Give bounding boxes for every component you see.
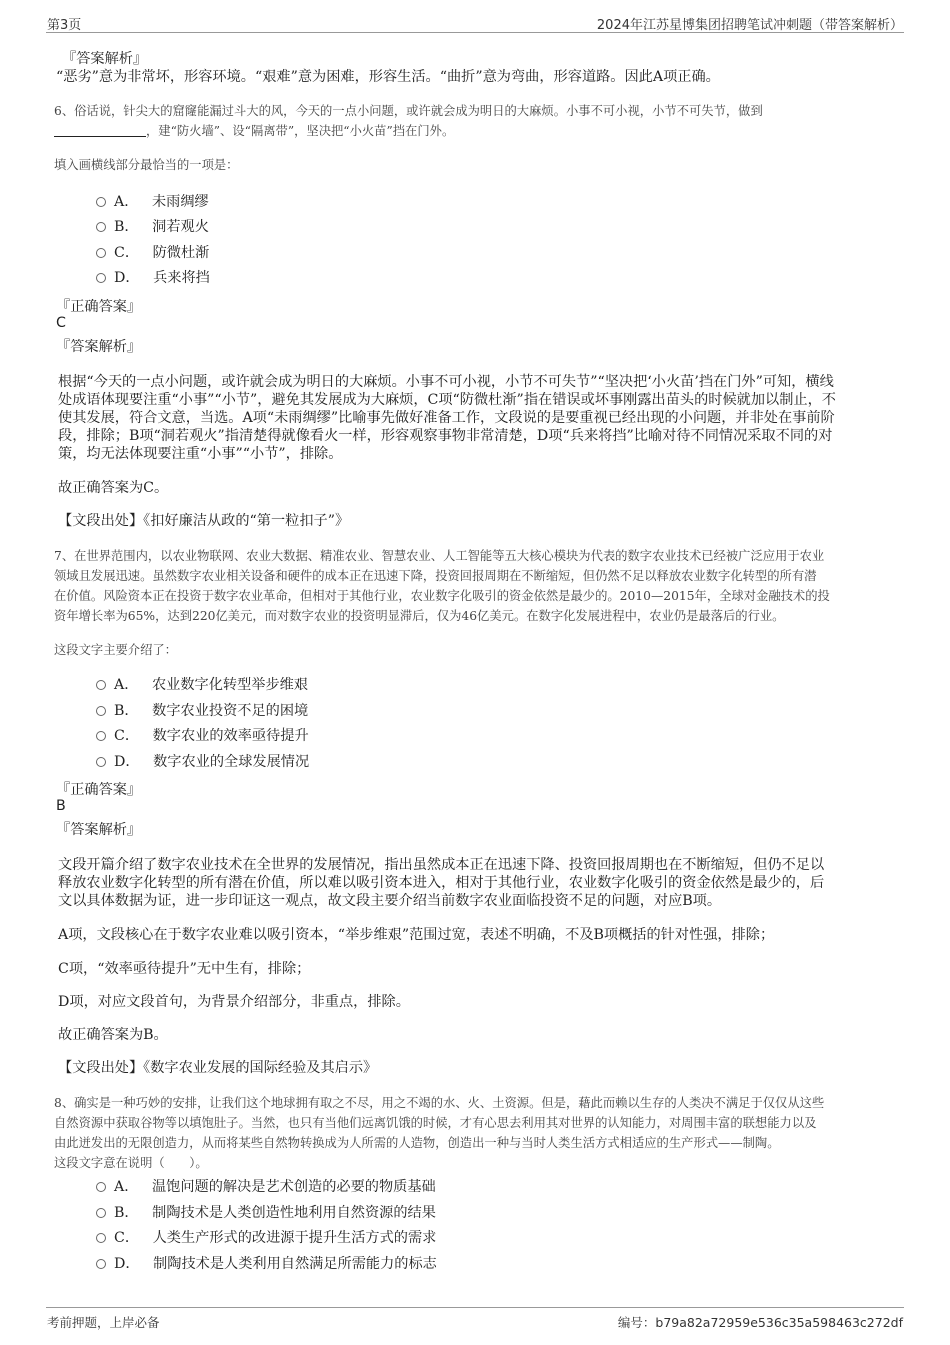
- q6-stem-line: ，建“防火墙”、设“隔离带”，坚决把“小火苗”挡在门外。: [54, 121, 454, 139]
- q6-analysis-line: 策，均无法体现要注重“小事”“小节”，排除。: [58, 446, 343, 462]
- q7-stem-line: 资年增长率为65%，达到220亿美元，而对数字农业的投资明显滞后，仅为46亿美元。在数字化发展进程中，农业仍是最落后的行业。: [54, 609, 785, 623]
- q7-analysis-c: C项，“效率亟待提升”无中生有，排除；: [58, 961, 311, 977]
- radio-icon[interactable]: [96, 1259, 106, 1269]
- q8-stem-line: 自然资源中获取谷物等以填饱肚子。当然，也只有当他们远离饥饿的时候，才有心思去利用其对世界的认知能力，对周围丰富的联想能力以及: [54, 1116, 817, 1130]
- q6-answer: C: [56, 315, 66, 331]
- q6-analysis-label: 『答案解析』: [56, 339, 142, 355]
- header-divider: [46, 32, 904, 33]
- q6-analysis-line: 使其发展，符合文意，当选。A项“未雨绸缪”比喻事先做好准备工作，文段说的是要重视已经出现的小问题，并非处在事前阶: [58, 410, 835, 426]
- q6-option-b[interactable]: B． 洞若观火: [96, 216, 209, 236]
- page-number: 第3页: [47, 18, 82, 33]
- document-title: 2024年江苏星博集团招聘笔试冲刺题（带答案解析）: [596, 18, 903, 33]
- answer-blank: [54, 124, 146, 137]
- radio-icon[interactable]: [96, 1182, 106, 1192]
- radio-icon[interactable]: [96, 1208, 106, 1218]
- q7-analysis-line: 文段开篇介绍了数字农业技术在全世界的发展情况，指出虽然成本正在迅速下降、投资回报周期也在不断缩短，但仍不足以: [58, 857, 825, 873]
- q7-option-d[interactable]: D． 数字农业的全球发展情况: [96, 751, 309, 771]
- radio-icon[interactable]: [96, 706, 106, 716]
- q7-conclusion: 故正确答案为B。: [58, 1027, 168, 1043]
- q7-stem-line: 在价值。风险资本正在投资于数字农业革命，但相对于其他行业，农业数字化吸引的资金依然是最少的。2010—2015年，全球对金融技术的投: [54, 589, 830, 603]
- q8-stem-line: 8、确实是一种巧妙的安排，让我们这个地球拥有取之不尽，用之不竭的水、火、土资源。但是，藉此而赖以生存的人类决不满足于仅仅从这些: [54, 1096, 825, 1110]
- document-code: 编号：b79a82a72959e536c35a598463c272df: [617, 1315, 903, 1330]
- q7-option-a[interactable]: A． 农业数字化转型举步维艰: [96, 674, 308, 694]
- radio-icon[interactable]: [96, 222, 106, 232]
- q6-stem-line: 6、俗话说，针尖大的窟窿能漏过斗大的风，今天的一点小问题，或许就会成为明日的大麻烦。小事不可小视，小节不可失节，做到: [54, 104, 763, 118]
- q7-correct-label: 『正确答案』: [56, 782, 142, 798]
- q6-source: 【文段出处】《扣好廉洁从政的“第一粒扣子”》: [58, 513, 350, 529]
- q6-analysis-line: 根据“今天的一点小问题，或许就会成为明日的大麻烦。小事不可小视，小节不可失节”“坚决把‘小火苗’挡在门外”可知，横线: [58, 374, 834, 390]
- q7-source: 【文段出处】《数字农业发展的国际经验及其启示》: [58, 1060, 378, 1076]
- q7-stem-line: 领域且发展迅速。虽然数字农业相关设备和硬件的成本正在迅速下降，投资回报周期在不断缩短，但仍然不足以释放农业数字化转型的所有潜: [54, 569, 817, 583]
- q5-analysis-text: “恶劣”意为非常坏，形容环境。“艰难”意为困难，形容生活。“曲折”意为弯曲，形容道路。因此A项正确。: [56, 69, 720, 85]
- q7-analysis-label: 『答案解析』: [56, 822, 142, 838]
- q6-option-a[interactable]: A． 未雨绸缪: [96, 191, 209, 211]
- footer-slogan: 考前押题，上岸必备: [47, 1315, 160, 1330]
- q6-analysis-line: 段，排除；B项“洞若观火”指清楚得就像看火一样，形容观察事物非常清楚，D项“兵来将挡”比喻对待不同情况采取不同的对: [58, 428, 833, 444]
- q6-option-c[interactable]: C． 防微杜渐: [96, 242, 209, 262]
- q6-correct-label: 『正确答案』: [56, 299, 142, 315]
- q6-option-d[interactable]: D． 兵来将挡: [96, 267, 210, 287]
- q7-analysis-a: A项，文段核心在于数字农业难以吸引资本，“举步维艰”范围过宽，表述不明确，不及B项概括的针对性强，排除；: [58, 927, 775, 943]
- q7-analysis-d: D项，对应文段首句，为背景介绍部分，非重点，排除。: [58, 994, 410, 1010]
- q7-analysis-line: 释放农业数字化转型的所有潜在价值，所以难以吸引资本进入，相对于其他行业，农业数字化吸引的资金依然是最少的，后: [58, 875, 825, 891]
- radio-icon[interactable]: [96, 273, 106, 283]
- q7-option-b[interactable]: B． 数字农业投资不足的困境: [96, 700, 308, 720]
- radio-icon[interactable]: [96, 731, 106, 741]
- q5-analysis-label: 『答案解析』: [62, 51, 148, 67]
- radio-icon[interactable]: [96, 680, 106, 690]
- q6-prompt: 填入画横线部分最恰当的一项是：: [54, 158, 239, 172]
- q7-option-c[interactable]: C． 数字农业的效率亟待提升: [96, 725, 309, 745]
- q8-option-a[interactable]: A． 温饱问题的解决是艺术创造的必要的物质基础: [96, 1176, 436, 1196]
- q8-stem-line: 这段文字意在说明（ ）。: [54, 1156, 208, 1170]
- radio-icon[interactable]: [96, 197, 106, 207]
- q8-option-c[interactable]: C． 人类生产形式的改进源于提升生活方式的需求: [96, 1227, 436, 1247]
- q8-option-d[interactable]: D． 制陶技术是人类利用自然满足所需能力的标志: [96, 1253, 437, 1273]
- radio-icon[interactable]: [96, 757, 106, 767]
- q8-stem-line: 由此迸发出的无限创造力，从而将某些自然物转换成为人所需的人造物，创造出一种与当时人类生活方式相适应的生产形式——制陶。: [54, 1136, 780, 1150]
- q6-analysis-line: 处成语体现要注重“小事”“小节”，避免其发展成为大麻烦，C项“防微杜渐”指在错误或坏事刚露出苗头的时候就加以制止，不: [58, 392, 836, 408]
- q7-analysis-line: 文以具体数据为证，进一步印证这一观点，故文段主要介绍当前数字农业面临投资不足的问题，对应B项。: [58, 893, 722, 909]
- radio-icon[interactable]: [96, 1233, 106, 1243]
- q7-stem-line: 7、在世界范围内，以农业物联网、农业大数据、精准农业、智慧农业、人工智能等五大核心模块为代表的数字农业技术已经被广泛应用于农业: [54, 549, 825, 563]
- q8-option-b[interactable]: B． 制陶技术是人类创造性地利用自然资源的结果: [96, 1202, 436, 1222]
- footer-divider: [46, 1307, 904, 1308]
- q6-conclusion: 故正确答案为C。: [58, 480, 169, 496]
- q7-prompt: 这段文字主要介绍了：: [54, 643, 177, 657]
- radio-icon[interactable]: [96, 248, 106, 258]
- q7-answer: B: [56, 798, 66, 814]
